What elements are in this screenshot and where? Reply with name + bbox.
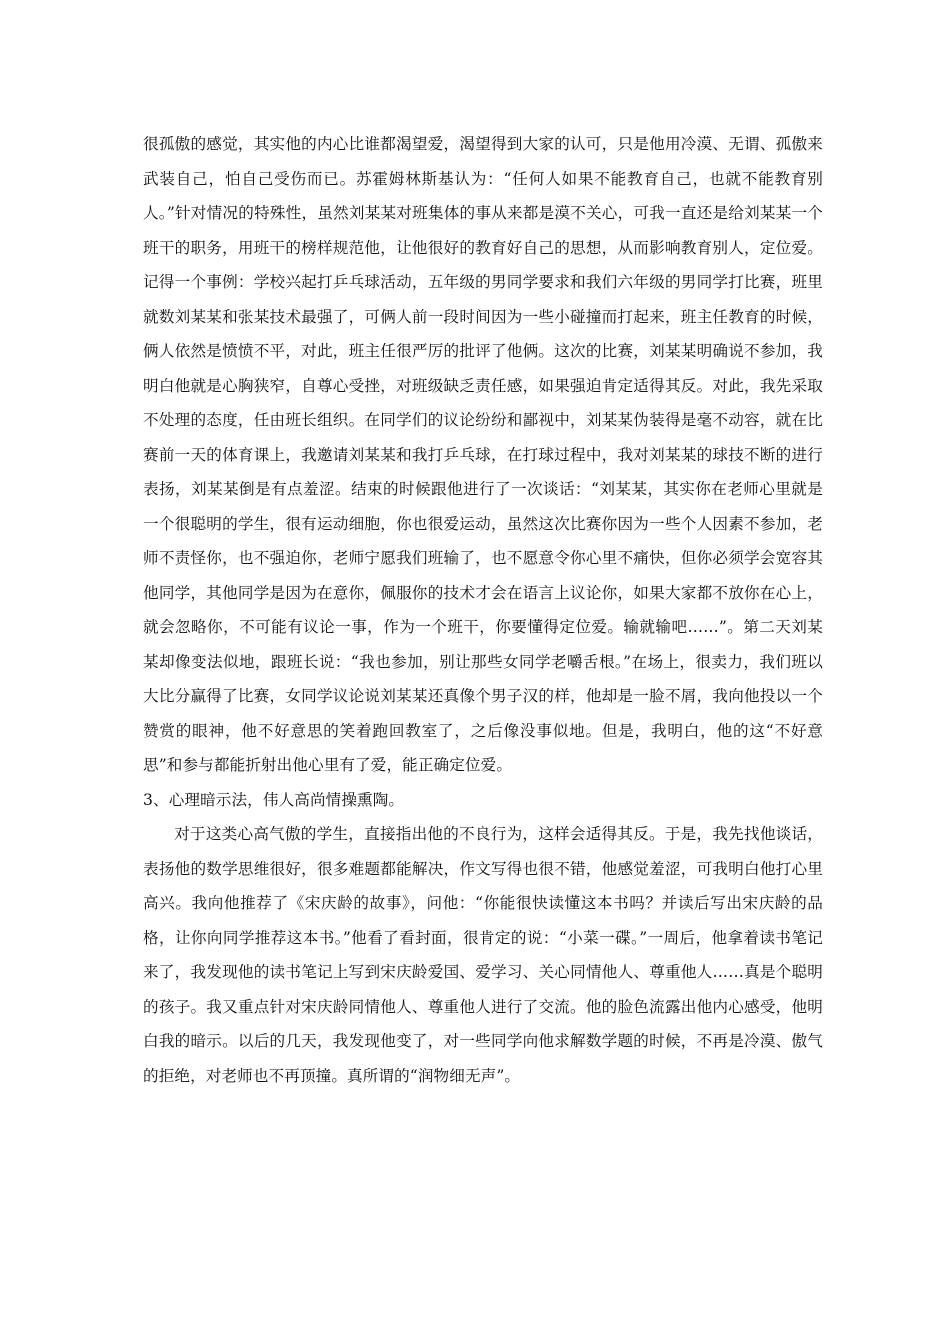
paragraph-2: 对于这类心高气傲的学生，直接指出他的不良行为，这样会适得其反。于是，我先找他谈话，表扬他的数学思维很好，很多难题都能解决，作文写得也很不错，他感觉羞涩，可我明白他打心里高兴。我向他推荐了《宋庆龄的故事》，问他：“你能很快读懂这本书吗？并读后写出宋庆龄的品格，让你向同学推荐这本书。”他看了看封面，很肯定的说：“小菜一碟。”一周后，他拿着读书笔记来了，我发现他的读书笔记上写到宋庆龄爱国、爱学习、关心同情他人、尊重他人……真是个聪明的孩子。我又重点针对宋庆龄同情他人、尊重他人进行了交流。他的脸色流露出他内心感受，他明白我的暗示。以后的几天，我发现他变了，对一些同学向他求解数学题的时候，不再是冷漠、傲气的拒绝，对老师也不再顶撞。真所谓的“润物细无声”。: [143, 825, 823, 1085]
paragraph-1: 很孤傲的感觉，其实他的内心比谁都渴望爱，渴望得到大家的认可，只是他用冷漠、无谓、孤傲来武装自己，怕自己受伤而已。苏霍姆林斯基认为：“任何人如果不能教育自己，也就不能教育别人。”针对情况的特殊性，虽然刘某某对班集体的事从来都是漠不关心，可我一直还是给刘某某一个班干的职务，用班干的榜样规范他，让他很好的教育好自己的思想，从而影响教育别人，定位爱。记得一个事例：学校兴起打乒乓球活动，五年级的男同学要求和我们六年级的男同学打比赛，班里就数刘某某和张某技术最强了，可俩人前一段时间因为一些小碰撞而打起来，班主任教育的时候，俩人依然是愤愤不平，对此，班主任很严厉的批评了他俩。这次的比赛，刘某某明确说不参加，我明白他就是心胸狭窄，自尊心受挫，对班级缺乏责任感，如果强迫肯定适得其反。对此，我先采取不处理的态度，任由班长组织。在同学们的议论纷纷和鄙视中，刘某某伪装得是毫不动容，就在比赛前一天的体育课上，我邀请刘某某和我打乒乓球，在打球过程中，我对刘某某的球技不断的进行表扬，刘某某倒是有点羞涩。结束的时候跟他进行了一次谈话：“刘某某，其实你在老师心里就是一个很聪明的学生，很有运动细胞，你也很爱运动，虽然这次比赛你因为一些个人因素不参加，老师不责怪你，也不强迫你，老师宁愿我们班输了，也不愿意令你心里不痛快，但你必须学会宽容其他同学，其他同学是因为在意你，佩服你的技术才会在语言上议论你，如果大家都不放你在心上，就会忽略你，不可能有议论一事，作为一个班干，你要懂得定位爱。输就输吧……”。第二天刘某某却像变法似地，跟班长说：“我也参加，别让那些女同学老嚼舌根。”在场上，很卖力，我们班以大比分赢得了比赛，女同学议论说刘某某还真像个男子汉的样，他却是一脸不屑，我向他投以一个赞赏的眼神，他不好意思的笑着跑回教室了，之后像没事似地。但是，我明白，他的这“不好意思”和参与都能折射出他心里有了爱，能正确定位爱。: [143, 135, 823, 774]
body-text: [143, 127, 823, 1093]
section-heading-3: 3、心理暗示法，伟人高尚情操熏陶。: [143, 790, 405, 809]
